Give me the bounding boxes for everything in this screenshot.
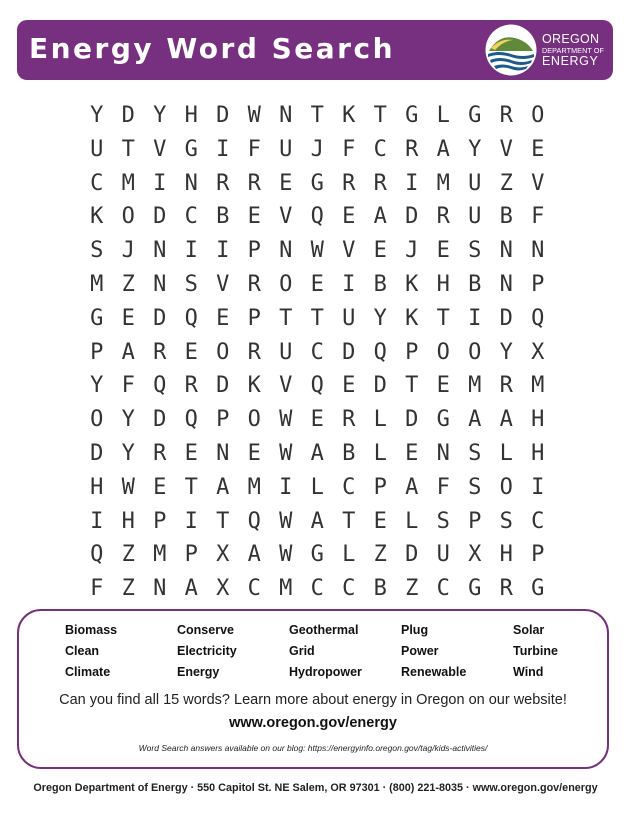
grid-letter[interactable]: E	[153, 474, 167, 500]
grid-letter[interactable]: E	[405, 440, 419, 466]
grid-letter[interactable]: M	[153, 542, 167, 568]
grid-letter[interactable]: O	[216, 339, 230, 365]
grid-letter[interactable]: L	[436, 103, 450, 128]
grid-letter[interactable]: M	[531, 373, 545, 399]
grid-letter[interactable]: B	[468, 271, 482, 297]
grid-letter[interactable]: N	[436, 440, 450, 466]
grid-letter[interactable]: R	[405, 136, 419, 162]
footer-contact: Oregon Department of Energy · 550 Capitol St. NE Salem, OR 97301 · (800) 221-8035 · www.oregon.gov/energy	[33, 782, 598, 794]
grid-letter[interactable]: R	[247, 339, 261, 365]
word-list-item: Renewable	[401, 665, 467, 679]
grid-letter[interactable]: P	[373, 474, 387, 500]
grid-letter[interactable]: R	[247, 271, 261, 297]
grid-letter[interactable]: C	[436, 576, 450, 602]
grid-letter[interactable]: R	[499, 576, 513, 602]
grid-letter[interactable]: Z	[405, 576, 419, 602]
grid-letter[interactable]: C	[310, 576, 324, 602]
grid-letter[interactable]: F	[531, 204, 545, 230]
grid-letter[interactable]: B	[373, 576, 387, 602]
grid-letter[interactable]: E	[216, 305, 230, 331]
grid-letter[interactable]: W	[121, 474, 135, 500]
grid-letter[interactable]: F	[436, 474, 450, 500]
grid-letter[interactable]: M	[121, 170, 135, 196]
grid-letter[interactable]: P	[247, 238, 261, 264]
grid-letter[interactable]: I	[405, 170, 419, 196]
grid-letter[interactable]: D	[499, 305, 513, 331]
grid-letter[interactable]: E	[184, 440, 198, 466]
grid-letter[interactable]: I	[216, 136, 230, 162]
grid-letter[interactable]: G	[405, 103, 419, 128]
grid-letter[interactable]: P	[216, 407, 230, 433]
logo-line-oregon: OREGON	[542, 32, 600, 46]
grid-letter[interactable]: S	[184, 271, 198, 297]
answers-note: Word Search answers available on our blog: https://energyinfo.oregon.gov/tag/kids-activities/	[138, 743, 488, 753]
word-list-item: Solar	[513, 623, 545, 637]
grid-letter[interactable]: M	[436, 170, 450, 196]
grid-letter[interactable]: O	[279, 271, 293, 297]
grid-letter[interactable]: R	[153, 440, 167, 466]
grid-letter[interactable]: E	[310, 407, 324, 433]
word-list	[65, 620, 585, 683]
grid-letter[interactable]: W	[279, 508, 293, 534]
grid-letter[interactable]: D	[405, 407, 419, 433]
grid-letter[interactable]: C	[531, 508, 545, 534]
grid-letter[interactable]: Q	[90, 542, 104, 568]
grid-letter[interactable]: R	[153, 339, 167, 365]
oregon-doe-emblem-icon	[485, 24, 537, 76]
grid-letter[interactable]: G	[184, 136, 198, 162]
word-list-item: Wind	[513, 665, 544, 679]
grid-letter[interactable]: E	[247, 204, 261, 230]
grid-letter[interactable]: I	[184, 508, 198, 534]
grid-letter[interactable]: E	[531, 136, 545, 162]
grid-letter[interactable]: C	[342, 474, 356, 500]
grid-letter[interactable]: R	[436, 204, 450, 230]
grid-letter[interactable]: S	[468, 474, 482, 500]
grid-letter[interactable]: P	[405, 339, 419, 365]
grid-letter[interactable]: U	[279, 339, 293, 365]
grid-letter[interactable]: R	[342, 170, 356, 196]
grid-letter[interactable]: X	[216, 542, 230, 568]
grid-letter[interactable]: N	[531, 238, 545, 264]
grid-letter[interactable]: A	[468, 407, 482, 433]
grid-letter[interactable]: W	[310, 238, 324, 264]
grid-letter[interactable]: J	[405, 238, 419, 264]
grid-letter[interactable]: J	[310, 136, 324, 162]
grid-letter[interactable]: C	[310, 339, 324, 365]
grid-letter[interactable]: A	[310, 440, 324, 466]
grid-letter[interactable]: Z	[499, 170, 513, 196]
grid-letter[interactable]: A	[405, 474, 419, 500]
grid-letter[interactable]: T	[279, 305, 293, 331]
grid-letter[interactable]: L	[373, 440, 387, 466]
grid-letter[interactable]: T	[184, 474, 198, 500]
word-list-item: Geothermal	[289, 623, 359, 637]
grid-letter[interactable]: T	[342, 508, 356, 534]
grid-letter[interactable]: H	[90, 474, 104, 500]
grid-letter[interactable]: O	[247, 407, 261, 433]
grid-letter[interactable]: G	[90, 305, 104, 331]
grid-letter[interactable]: S	[468, 238, 482, 264]
grid-letter[interactable]: D	[373, 373, 387, 399]
grid-letter[interactable]: H	[531, 407, 545, 433]
letter-grid	[81, 99, 554, 606]
grid-letter[interactable]: I	[279, 474, 293, 500]
grid-letter[interactable]: P	[184, 542, 198, 568]
grid-letter[interactable]: U	[279, 136, 293, 162]
grid-letter[interactable]: A	[436, 136, 450, 162]
grid-letter[interactable]: Y	[90, 103, 104, 128]
grid-letter[interactable]: A	[310, 508, 324, 534]
grid-letter[interactable]: T	[373, 103, 387, 128]
grid-letter[interactable]: A	[216, 474, 230, 500]
grid-letter[interactable]: S	[499, 508, 513, 534]
grid-letter[interactable]: E	[373, 238, 387, 264]
grid-letter[interactable]: Q	[531, 305, 545, 331]
word-list-item: Clean	[65, 644, 100, 658]
grid-letter[interactable]: W	[247, 103, 261, 128]
grid-letter[interactable]: O	[436, 339, 450, 365]
grid-letter[interactable]: C	[373, 136, 387, 162]
grid-letter[interactable]: D	[153, 407, 167, 433]
grid-letter[interactable]: Y	[121, 440, 135, 466]
grid-letter[interactable]: A	[184, 576, 198, 602]
grid-letter[interactable]: B	[499, 204, 513, 230]
grid-letter[interactable]: R	[499, 373, 513, 399]
grid-letter[interactable]: Q	[184, 407, 198, 433]
grid-letter[interactable]: L	[373, 407, 387, 433]
grid-letter[interactable]: G	[468, 576, 482, 602]
grid-letter[interactable]: Z	[121, 542, 135, 568]
word-list-item: Power	[401, 644, 439, 658]
grid-letter[interactable]: V	[216, 271, 230, 297]
word-list-item: Turbine	[513, 644, 558, 658]
grid-letter[interactable]: X	[531, 339, 545, 365]
grid-letter[interactable]: S	[468, 440, 482, 466]
grid-letter[interactable]: N	[153, 271, 167, 297]
grid-letter[interactable]: W	[279, 407, 293, 433]
grid-letter[interactable]: E	[436, 373, 450, 399]
grid-letter[interactable]: V	[279, 373, 293, 399]
grid-letter[interactable]: K	[247, 373, 261, 399]
grid-letter[interactable]: D	[405, 204, 419, 230]
grid-letter[interactable]: B	[373, 271, 387, 297]
grid-letter[interactable]: R	[373, 170, 387, 196]
grid-letter[interactable]: I	[153, 170, 167, 196]
grid-letter[interactable]: M	[247, 474, 261, 500]
grid-letter[interactable]: Q	[247, 508, 261, 534]
grid-letter[interactable]: R	[216, 170, 230, 196]
grid-letter[interactable]: D	[153, 204, 167, 230]
grid-letter[interactable]: E	[121, 305, 135, 331]
grid-letter[interactable]: X	[216, 576, 230, 602]
grid-letter[interactable]: X	[468, 542, 482, 568]
grid-letter[interactable]: D	[216, 373, 230, 399]
call-to-action-text: Can you find all 15 words? Learn more about energy in Oregon on our website!	[59, 692, 567, 708]
grid-letter[interactable]: W	[279, 440, 293, 466]
grid-letter[interactable]: D	[90, 440, 104, 466]
grid-letter[interactable]: E	[279, 170, 293, 196]
grid-letter[interactable]: U	[468, 204, 482, 230]
grid-letter[interactable]: V	[531, 170, 545, 196]
grid-letter[interactable]: J	[121, 238, 135, 264]
grid-letter[interactable]: R	[247, 170, 261, 196]
grid-letter[interactable]: A	[373, 204, 387, 230]
grid-letter[interactable]: Q	[310, 373, 324, 399]
grid-letter[interactable]: O	[499, 474, 513, 500]
grid-letter[interactable]: I	[90, 508, 104, 534]
grid-letter[interactable]: Y	[373, 305, 387, 331]
grid-letter[interactable]: N	[279, 103, 293, 128]
grid-letter[interactable]: U	[436, 542, 450, 568]
grid-letter[interactable]: W	[279, 542, 293, 568]
grid-letter[interactable]: A	[247, 542, 261, 568]
logo-line-department: DEPARTMENT OF	[542, 45, 604, 55]
grid-letter[interactable]: N	[499, 238, 513, 264]
grid-letter[interactable]: N	[499, 271, 513, 297]
grid-letter[interactable]: G	[531, 576, 545, 602]
grid-letter[interactable]: P	[468, 508, 482, 534]
grid-letter[interactable]: F	[90, 576, 104, 602]
page-title: Energy Word Search	[29, 32, 396, 65]
grid-letter[interactable]: I	[342, 271, 356, 297]
grid-letter[interactable]: N	[279, 238, 293, 264]
grid-letter[interactable]: Y	[153, 103, 167, 128]
grid-letter[interactable]: C	[247, 576, 261, 602]
grid-letter[interactable]: Y	[90, 373, 104, 399]
grid-letter[interactable]: R	[342, 407, 356, 433]
grid-letter[interactable]: N	[184, 170, 198, 196]
grid-letter[interactable]: A	[121, 339, 135, 365]
grid-letter[interactable]: L	[342, 542, 356, 568]
grid-letter[interactable]: P	[531, 271, 545, 297]
grid-letter[interactable]: M	[90, 271, 104, 297]
grid-letter[interactable]: E	[436, 238, 450, 264]
grid-letter[interactable]: E	[373, 508, 387, 534]
word-list-item: Plug	[401, 623, 429, 637]
grid-letter[interactable]: O	[531, 103, 545, 128]
grid-letter[interactable]: I	[184, 238, 198, 264]
grid-letter[interactable]: Q	[373, 339, 387, 365]
grid-letter[interactable]: L	[499, 440, 513, 466]
grid-letter[interactable]: K	[342, 103, 356, 128]
grid-letter[interactable]: C	[184, 204, 198, 230]
grid-letter[interactable]: D	[121, 103, 135, 128]
grid-letter[interactable]: H	[436, 271, 450, 297]
word-list-item: Biomass	[65, 623, 118, 637]
oregon-doe-logo[interactable]	[485, 24, 609, 76]
grid-letter[interactable]: V	[279, 204, 293, 230]
grid-letter[interactable]: B	[216, 204, 230, 230]
grid-letter[interactable]: S	[436, 508, 450, 534]
grid-letter[interactable]: D	[153, 305, 167, 331]
grid-letter[interactable]: M	[279, 576, 293, 602]
grid-letter[interactable]: N	[153, 576, 167, 602]
grid-letter[interactable]: E	[184, 339, 198, 365]
grid-letter[interactable]: I	[216, 238, 230, 264]
grid-letter[interactable]: H	[531, 440, 545, 466]
grid-letter[interactable]: D	[405, 542, 419, 568]
grid-letter[interactable]: Y	[468, 136, 482, 162]
grid-letter[interactable]: T	[436, 305, 450, 331]
grid-letter[interactable]: K	[405, 305, 419, 331]
logo-wordmark	[542, 33, 604, 67]
word-list-item: Grid	[289, 644, 315, 658]
grid-letter[interactable]: R	[499, 103, 513, 128]
grid-letter[interactable]: T	[310, 305, 324, 331]
grid-letter[interactable]: V	[499, 136, 513, 162]
word-list-item: Conserve	[177, 623, 234, 637]
grid-letter[interactable]: D	[342, 339, 356, 365]
grid-letter[interactable]: H	[499, 542, 513, 568]
grid-letter[interactable]: G	[310, 542, 324, 568]
grid-letter[interactable]: L	[310, 474, 324, 500]
grid-letter[interactable]: I	[531, 474, 545, 500]
grid-letter[interactable]: G	[468, 103, 482, 128]
grid-letter[interactable]: I	[468, 305, 482, 331]
grid-letter[interactable]: E	[342, 204, 356, 230]
grid-letter[interactable]: V	[153, 136, 167, 162]
grid-letter[interactable]: L	[405, 508, 419, 534]
grid-letter[interactable]: N	[216, 440, 230, 466]
grid-letter[interactable]: S	[90, 238, 104, 264]
grid-letter[interactable]: G	[436, 407, 450, 433]
grid-letter[interactable]: H	[184, 103, 198, 128]
logo-line-energy: ENERGY	[542, 53, 599, 68]
word-list-item: Energy	[177, 665, 220, 679]
grid-letter[interactable]: T	[310, 103, 324, 128]
grid-letter[interactable]: Y	[499, 339, 513, 365]
grid-letter[interactable]: Z	[121, 271, 135, 297]
grid-letter[interactable]: T	[121, 136, 135, 162]
website-link[interactable]: www.oregon.gov/energy	[229, 715, 397, 731]
grid-letter[interactable]: T	[216, 508, 230, 534]
grid-letter[interactable]: U	[468, 170, 482, 196]
grid-letter[interactable]: K	[405, 271, 419, 297]
grid-letter[interactable]: P	[153, 508, 167, 534]
grid-letter[interactable]: C	[342, 576, 356, 602]
grid-letter[interactable]: Z	[121, 576, 135, 602]
grid-letter[interactable]: E	[342, 373, 356, 399]
grid-letter[interactable]: U	[342, 305, 356, 331]
word-list-item: Hydropower	[289, 665, 362, 679]
header-banner	[17, 20, 613, 80]
grid-letter[interactable]: H	[121, 508, 135, 534]
grid-letter[interactable]: O	[468, 339, 482, 365]
grid-letter[interactable]: Q	[153, 373, 167, 399]
grid-letter[interactable]: F	[342, 136, 356, 162]
grid-letter[interactable]: P	[531, 542, 545, 568]
grid-letter[interactable]: V	[342, 238, 356, 264]
grid-letter[interactable]: U	[90, 136, 104, 162]
grid-letter[interactable]: O	[90, 407, 104, 433]
grid-letter[interactable]: R	[184, 373, 198, 399]
grid-letter[interactable]: Q	[310, 204, 324, 230]
grid-letter[interactable]: B	[342, 440, 356, 466]
grid-letter[interactable]: O	[121, 204, 135, 230]
grid-letter[interactable]: E	[310, 271, 324, 297]
grid-letter[interactable]: E	[247, 440, 261, 466]
grid-letter[interactable]: P	[247, 305, 261, 331]
grid-letter[interactable]: G	[310, 170, 324, 196]
grid-letter[interactable]: Y	[121, 407, 135, 433]
grid-letter[interactable]: Z	[373, 542, 387, 568]
word-list-item: Electricity	[177, 644, 237, 658]
grid-letter[interactable]: F	[247, 136, 261, 162]
word-list-item: Climate	[65, 665, 111, 679]
grid-letter[interactable]: N	[153, 238, 167, 264]
grid-letter[interactable]: M	[468, 373, 482, 399]
grid-letter[interactable]: C	[90, 170, 104, 196]
grid-letter[interactable]: T	[405, 373, 419, 399]
grid-letter[interactable]: K	[90, 204, 104, 230]
grid-letter[interactable]: P	[90, 339, 104, 365]
grid-letter[interactable]: D	[216, 103, 230, 128]
grid-letter[interactable]: F	[121, 373, 135, 399]
grid-letter[interactable]: A	[499, 407, 513, 433]
grid-letter[interactable]: Q	[184, 305, 198, 331]
